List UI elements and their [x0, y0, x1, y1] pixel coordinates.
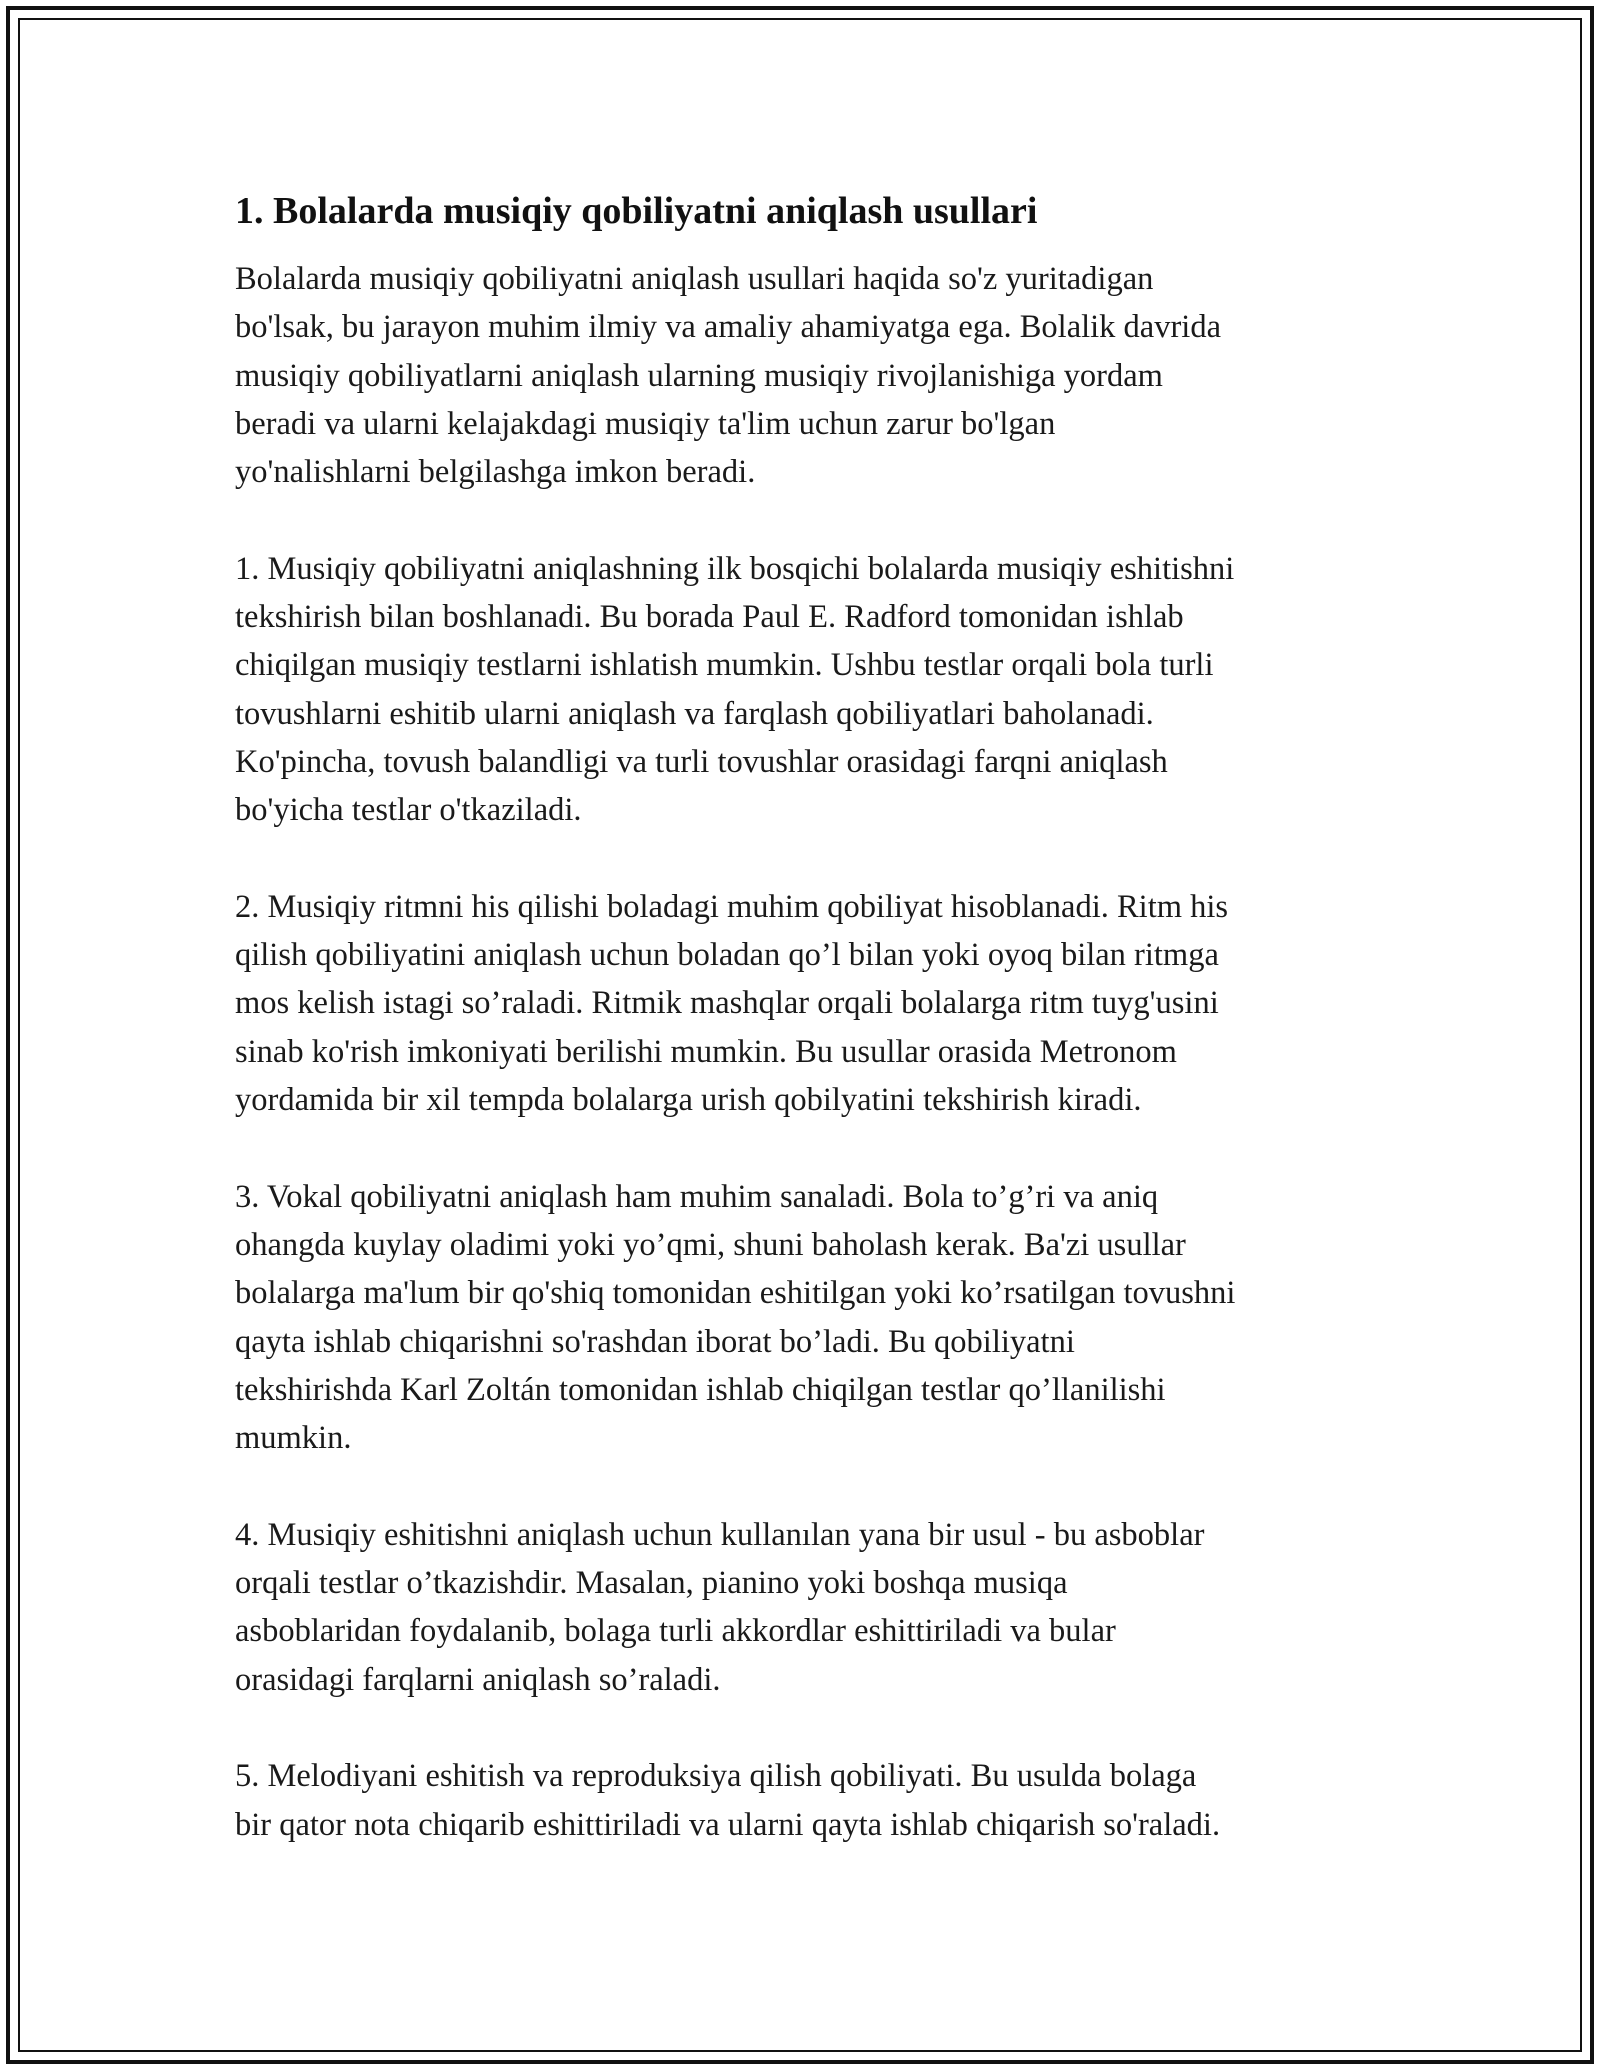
paragraph-intro — [235, 255, 1385, 496]
text-line: Bolalarda musiqiy qobiliyatni aniqlash usullari haqida so'z yuritadigan — [235, 261, 1154, 297]
text-line: 5. Melodiyani eshitish va reproduksiya qilish qobiliyati. Bu usulda bolaga — [235, 1758, 1197, 1795]
text-line: musiqiy qobiliyatlarni aniqlash ularning musiqiy rivojlanishiga yordam — [235, 357, 1163, 394]
text-line: orqali testlar o’tkazishdir. Masalan, pianino yoki boshqa musiqa — [235, 1565, 1068, 1602]
text-line: tekshirishda Karl Zoltán tomonidan ishlab chiqilgan testlar qo’llanilishi — [235, 1371, 1166, 1408]
paragraph-item-1 — [235, 545, 1385, 835]
text-line: orasidagi farqlarni aniqlash so’raladi. — [235, 1661, 721, 1698]
text-line: yo'nalishlarni belgilashga imkon beradi. — [235, 454, 756, 491]
text-line: qayta ishlab chiqarishni so'rashdan iborat bo’ladi. Bu qobiliyatni — [235, 1323, 1075, 1360]
text-line: sinab ko'rish imkoniyati berilishi mumkin. Bu usullar orasida Metronom — [235, 1033, 1177, 1070]
text-line: qilish qobiliyatini aniqlash uchun boladan qo’l bilan yoki oyoq bilan ritmga — [235, 937, 1219, 974]
text-line: bolalarga ma'lum bir qo'shiq tomonidan eshitilgan yoki ko’rsatilgan tovushni — [235, 1275, 1236, 1312]
text-line: chiqilgan musiqiy testlarni ishlatish mumkin. Ushbu testlar orqali bola turli — [235, 647, 1214, 684]
text-line: 2. Musiqiy ritmni his qilishi boladagi muhim qobiliyat hisoblanadi. Ritm his — [235, 888, 1229, 925]
section-heading: 1. Bolalarda musiqiy qobiliyatni aniqlash usullari — [235, 190, 1038, 232]
text-line: Ko'pincha, tovush balandligi va turli tovushlar orasidagi farqni aniqlash — [235, 743, 1168, 780]
text-line: 1. Musiqiy qobiliyatni aniqlashning ilk bosqichi bolalarda musiqiy eshitishni — [235, 550, 1235, 587]
text-line: asboblaridan foydalanib, bolaga turli akkordlar eshittiriladi va bular — [235, 1613, 1116, 1650]
text-line: tovushlarni eshitib ularni aniqlash va farqlash qobiliyatlari baholanadi. — [235, 695, 1154, 732]
paragraph-item-3 — [235, 1173, 1385, 1463]
text-line: mumkin. — [235, 1420, 352, 1457]
text-line: bo'lsak, bu jarayon muhim ilmiy va amaliy ahamiyatga ega. Bolalik davrida — [235, 309, 1222, 346]
text-line: 3. Vokal qobiliyatni aniqlash ham muhim sanaladi. Bola to’g’ri va aniq — [235, 1178, 1159, 1215]
text-line: bo'yicha testlar o'tkaziladi. — [235, 792, 582, 829]
text-line: mos kelish istagi so’raladi. Ritmik mashqlar orqali bolalarga ritm tuyg'usini — [235, 985, 1219, 1022]
paragraph-item-2 — [235, 883, 1385, 1124]
text-line: tekshirish bilan boshlanadi. Bu borada Paul E. Radford tomonidan ishlab — [235, 599, 1184, 636]
text-line: 4. Musiqiy eshitishni aniqlash uchun kullanılan yana bir usul - bu asboblar — [235, 1516, 1205, 1553]
paragraph-item-5 — [235, 1752, 1385, 1849]
document-body — [235, 185, 1385, 1897]
paragraph-item-4 — [235, 1511, 1385, 1704]
text-line: beradi va ularni kelajakdagi musiqiy ta'lim uchun zarur bo'lgan — [235, 405, 1056, 442]
text-line: bir qator nota chiqarib eshittiriladi va ularni qayta ishlab chiqarish so'raladi. — [235, 1806, 1221, 1843]
text-line: yordamida bir xil tempda bolalarga urish qobilyatini tekshirish kiradi. — [235, 1082, 1142, 1119]
text-line: ohangda kuylay oladimi yoki yo’qmi, shuni baholash kerak. Ba'zi usullar — [235, 1226, 1186, 1263]
